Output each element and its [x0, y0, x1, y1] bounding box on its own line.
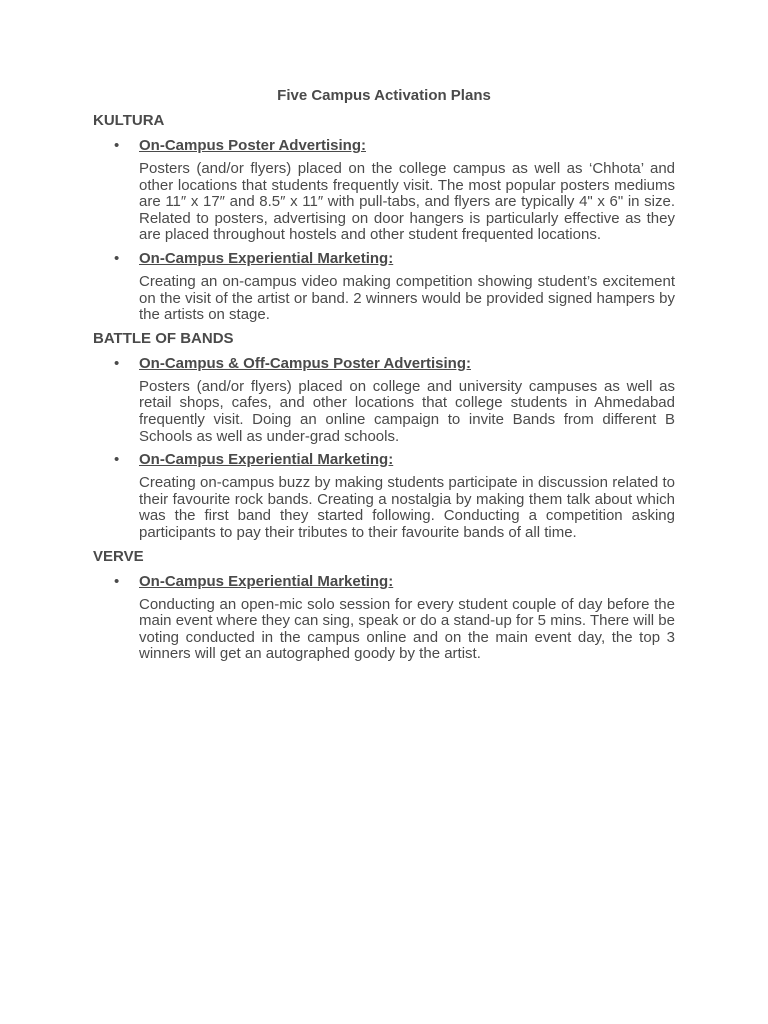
- item-body: Creating an on-campus video making competition showing student’s excitement on the visit of the artist or band. 2 winners would be provided signed hampers by the artists on stage.: [139, 272, 675, 324]
- bullet-icon: •: [114, 572, 120, 590]
- section-heading: KULTURA: [93, 112, 165, 129]
- item-title: On-Campus & Off-Campus Poster Advertising:: [139, 354, 471, 372]
- item-title: On-Campus Experiential Marketing:: [139, 451, 394, 469]
- list-item: [93, 450, 675, 541]
- section-heading: BATTLE OF BANDS: [93, 329, 234, 347]
- bullet-icon: •: [114, 137, 120, 154]
- section-kultura: [93, 111, 675, 324]
- section-verve: [93, 547, 675, 663]
- item-title: On-Campus Experiential Marketing:: [139, 572, 394, 590]
- list-item: [93, 249, 675, 324]
- document-title: Five Campus Activation Plans: [277, 87, 491, 104]
- item-body: Creating on-campus buzz by making students participate in discussion related to their favourite rock bands. Creating a nostalgia by making them talk about which was the first band they started following. Conducting a competition asking participants to pay their tributes to their favourite bands of all time.: [139, 474, 675, 541]
- section-heading: VERVE: [93, 547, 144, 565]
- list-item: [93, 572, 675, 663]
- section-battle-of-bands: [93, 329, 675, 542]
- bullet-icon: •: [114, 451, 120, 469]
- list-item: [93, 136, 675, 244]
- item-body: Posters (and/or flyers) placed on the college campus as well as ‘Chhota’ and other locations that students frequently visit. The most popular posters mediums are 11″ x 17″ and 8.5″ x 11″ with pull-tabs, and flyers are typically 4" x 6" in size. Related to posters, advertising on door hangers is particularly effective as they are placed throughout hostels and other student frequented locations.: [139, 160, 675, 244]
- document-page: [93, 86, 675, 668]
- item-title: On-Campus Experiential Marketing:: [139, 249, 394, 267]
- item-body: Conducting an open-mic solo session for every student couple of day before the main event where they can sing, speak or do a stand-up for 5 mins. There will be voting conducted in the campus online and on the main event day, the top 3 winners will get an autographed goody by the artist.: [139, 595, 675, 663]
- item-body: Posters (and/or flyers) placed on college and university campuses as well as retail shops, cafes, and other locations that college students in Ahmedabad frequently visit. Doing an online campaign to invite Bands from different B Schools as well as under-grad schools.: [139, 377, 675, 445]
- list-item: [93, 354, 675, 445]
- item-title: On-Campus Poster Advertising:: [139, 137, 366, 154]
- bullet-icon: •: [114, 354, 120, 372]
- bullet-icon: •: [114, 249, 120, 267]
